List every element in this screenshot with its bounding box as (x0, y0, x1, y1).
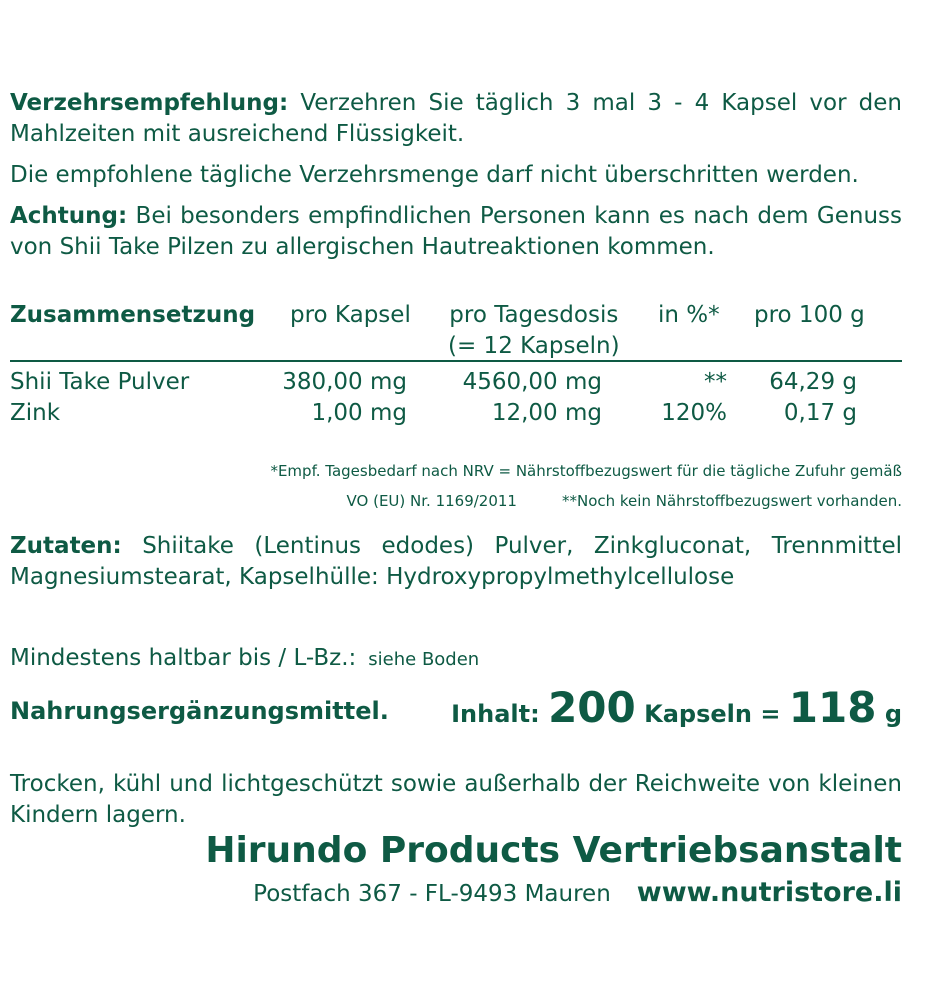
row-per-daily: 12,00 mg (491, 400, 602, 426)
footnote-regulation: VO (EU) Nr. 1169/2011 (346, 492, 517, 510)
row-per-capsule: 1,00 mg (311, 400, 407, 426)
content-amount (451, 683, 902, 732)
best-before-value: siehe Boden (368, 649, 480, 670)
header-per-daily-dose (448, 300, 620, 362)
net-weight-unit: g (884, 700, 902, 728)
composition-table (10, 300, 902, 429)
row-per-100g: 0,17 g (783, 400, 857, 426)
header-per-100g: pro 100 g (754, 302, 865, 328)
table-footnotes (10, 456, 902, 516)
header-per-daily-sub: (= 12 Kapseln) (448, 333, 620, 359)
ingredients-text: Shiitake (Lentinus edodes) Pulver, Zinkgluconat, Trennmittel Magnesiumstearat, Kapselhülle: Hydroxypropylmethylcellulose (10, 533, 902, 590)
table-row (10, 398, 902, 429)
supplement-label: Nahrungsergänzungsmittel. (10, 697, 389, 725)
company-name: Hirundo Products Vertriebsanstalt (205, 830, 902, 871)
composition-table-header (10, 300, 902, 362)
daily-limit-note (10, 160, 902, 191)
dosage-text: Verzehren Sie täglich 3 mal 3 - 4 Kapsel vor den Mahlzeiten mit ausreichend Flüssigkeit. (10, 90, 902, 147)
footnote-nrv: *Empf. Tagesbedarf nach NRV = Nährstoffbezugswert für die tägliche Zufuhr gemäß (270, 462, 902, 480)
content-label: Inhalt: (451, 700, 540, 728)
best-before-label: Mindestens haltbar bis / L-Bz.: (10, 645, 357, 671)
footnote-no-nrv: **Noch kein Nährstoffbezugswert vorhanden. (561, 492, 902, 510)
row-percent: ** (704, 369, 727, 395)
daily-limit-text: Die empfohlene tägliche Verzehrsmenge darf nicht überschritten werden. (10, 162, 859, 188)
row-percent: 120% (661, 400, 727, 426)
warning-label: Achtung: (10, 203, 128, 229)
company-address-line (10, 877, 902, 908)
warning-text: Bei besonders empfindlichen Personen kann es nach dem Genuss von Shii Take Pilzen zu allergischen Hautreaktionen kommen. (10, 203, 902, 260)
row-per-daily: 4560,00 mg (462, 369, 602, 395)
allergy-warning (10, 201, 902, 263)
content-line (10, 683, 902, 733)
row-per-100g: 64,29 g (769, 369, 857, 395)
header-per-capsule: pro Kapsel (290, 302, 411, 328)
row-name: Zink (10, 400, 61, 426)
company-address: Postfach 367 - FL-9493 Mauren (253, 881, 611, 907)
capsule-count: 200 (548, 683, 636, 732)
company-website: www.nutristore.li (636, 877, 902, 908)
ingredients-label: Zutaten: (10, 533, 122, 559)
row-per-capsule: 380,00 mg (282, 369, 407, 395)
table-row (10, 367, 902, 398)
storage-instructions (10, 769, 902, 831)
storage-text: Trocken, kühl und lichtgeschützt sowie außerhalb der Reichweite von kleinen Kindern lagern. (10, 771, 902, 828)
footnote-line2 (10, 486, 902, 516)
dosage-label: Verzehrsempfehlung: (10, 90, 289, 116)
header-per-daily-label: pro Tagesdosis (449, 302, 619, 328)
row-name: Shii Take Pulver (10, 369, 190, 395)
ingredients (10, 531, 902, 593)
net-weight: 118 (788, 683, 877, 732)
header-composition: Zusammensetzung (10, 302, 256, 328)
header-percent: in %* (658, 302, 720, 328)
capsule-unit: Kapseln = (644, 700, 781, 728)
best-before (10, 645, 902, 671)
dosage-recommendation (10, 88, 902, 150)
